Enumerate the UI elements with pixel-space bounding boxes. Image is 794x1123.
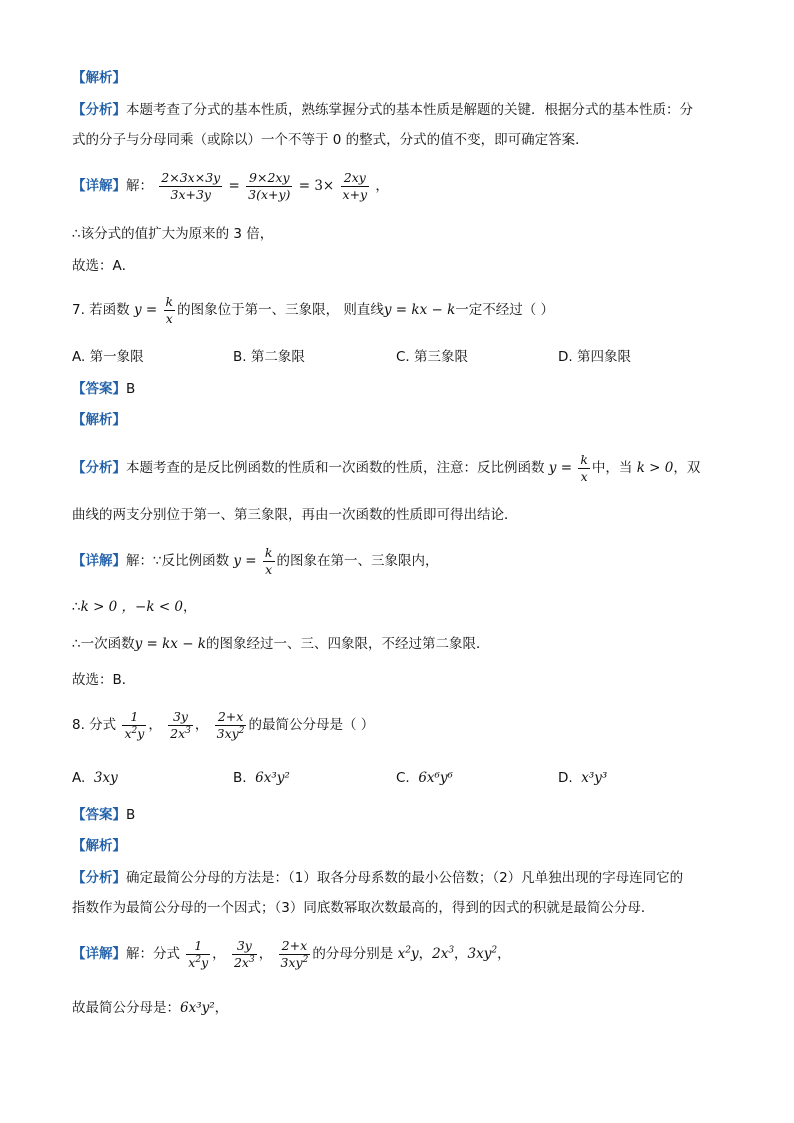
q8-xj-fraction-1: $\frac{1}{x^2y}$ [188,937,209,970]
q8-denominator-1: $x^2y$ [397,945,419,962]
q8-option-b: B. 6x³y² [233,770,290,786]
q8-option-a: A. 3xy [72,770,118,786]
q7-option-d: D. 第四象限 [558,349,631,365]
s6-choice: 故选：A． [72,258,136,274]
q8-xj-fraction-3: $\frac{2+x}{3xy^2}$ [280,937,309,970]
s6-fraction-1: $\frac{2\times 3x\times 3y}{3x+3y}$ [161,169,221,202]
q7-analysis-heading: 【解析】 [72,412,126,428]
q7-option-c: C. 第三象限 [396,349,469,365]
q7-k-over-x-fenxi: $\frac{k}{x}$ [580,451,588,484]
q7-option-a: A. 第一象限 [72,349,144,365]
q7-fenxi-line2: 曲线的两支分别位于第一、第三象限，再由一次函数的性质即可得出结论． [72,507,518,523]
q8-option-c: C. 6x⁶y⁶ [396,770,453,786]
q8-fenxi-line1: 【分析】确定最简公分母的方法是：（1）取各分母系数的最小公倍数；（2）凡单独出现的字母连同它的 [72,870,684,886]
q8-option-d: D. x³y³ [558,770,608,786]
q8-denominator-3: $3xy^2$ [467,945,498,962]
q7-xiangjie: 【详解】解：∵反比例函数 y = $\frac{k}{x}$ 的图象在第一、三象限内， [72,544,439,577]
q7-fenxi-line1: 【分析】本题考查的是反比例函数的性质和一次函数的性质，注意：反比例函数 y = $\frac{k}{x}$ 中，当 k > 0，双 [72,451,701,484]
s6-fenxi-line1: 【分析】本题考查了分式的基本性质，熟练掌握分式的基本性质是解题的关键．根据分式的基本性质：分 [72,102,693,118]
q7-k-over-x: $\frac{k}{x}$ [165,293,174,326]
q7-option-b: B. 第二象限 [233,349,305,365]
q7-therefore-1: ∴k > 0 ，−k < 0， [72,599,197,615]
s6-conclusion: ∴该分式的值扩大为原来的 3 倍， [72,226,274,242]
q8-xj-fraction-2: $\frac{3y}{2x^3}$ [233,937,255,970]
q8-xiangjie: 【详解】解：分式 $\frac{1}{x^2y}$ ， $\frac{3y}{2x^3}$ ， $\frac{2+x}{3xy^2}$ 的分母分别是 $x^2y$，$2x^3$，$3xy^2$， [72,937,511,970]
q7-k-over-x-xiangjie: $\frac{k}{x}$ [264,544,273,577]
s6-fenxi-line2: 式的分子与分母同乘（或除以）一个不等于 0 的整式，分式的值不变，即可确定答案． [72,132,589,148]
q8-fenxi-line2: 指数作为最简公分母的一个因式；（3）同底数幂取次数最高的，得到的因式的积就是最简公分母． [72,900,655,916]
q7-answer: 【答案】B [72,381,136,397]
q8-fraction-3: $\frac{2+x}{3xy^2}$ [216,708,245,741]
q8-denominator-2: $2x^3$ [432,945,455,962]
q8-final: 故最简公分母是：6x³y²， [72,1000,229,1016]
q8-analysis-heading: 【解析】 [72,838,126,854]
s6-analysis-heading: 【解析】 [72,70,126,86]
q7-choice: 故选：B． [72,672,136,688]
q7-therefore-2: ∴一次函数y = kx − k的图象经过一、三、四象限，不经过第二象限． [72,636,490,652]
q8-stem: 8. 分式 $\frac{1}{x^2y}$ ， $\frac{3y}{2x^3}$ ， $\frac{2+x}{3xy^2}$ 的最简公分母是（ ） [72,708,375,741]
q7-stem: 7. 若函数 y = $\frac{k}{x}$ 的图象位于第一、三象限， 则直线y = kx − k一定不经过（ ） [72,293,555,326]
s6-fraction-2: $\frac{9\times 2xy}{3(x+y)}$ [248,169,291,202]
s6-xiangjie: 【详解】解： $\frac{2\times 3x\times 3y}{3x+3y}$ = $\frac{9\times 2xy}{3(x+y)}$ = 3× $\frac{2xy}{x+y}$ ， [72,169,389,202]
q8-fraction-2: $\frac{3y}{2x^3}$ [170,708,191,741]
s6-fraction-3: $\frac{2xy}{x+y}$ [342,169,368,202]
q8-fraction-1: $\frac{1}{x^2y}$ [124,708,145,741]
q8-answer: 【答案】B [72,807,136,823]
